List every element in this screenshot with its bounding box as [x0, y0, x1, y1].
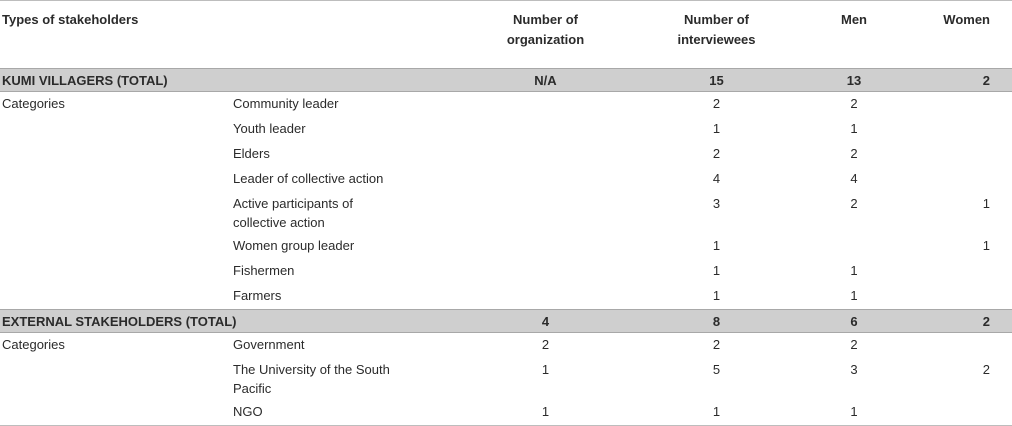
header-organizations-line1: Number of [513, 12, 578, 27]
row-organizations [452, 117, 639, 142]
row-men: 3 [850, 362, 858, 377]
category-empty [0, 358, 232, 400]
row-women [914, 400, 1012, 426]
row-women [914, 167, 1012, 192]
row-name-line2: collective action [233, 215, 325, 230]
header-interviewees-line1: Number of [684, 12, 749, 27]
table-row [0, 117, 1012, 142]
row-name: NGO [232, 400, 452, 426]
section-title: EXTERNAL STAKEHOLDERS (TOTAL) [0, 310, 452, 333]
row-name-line1: The University of the South [233, 362, 390, 377]
row-men: 2 [850, 146, 858, 161]
category-empty [0, 400, 232, 426]
section-row-kumi [0, 69, 1012, 92]
row-women [914, 259, 1012, 284]
section-men: 6 [794, 310, 914, 333]
category-empty [0, 284, 232, 310]
row-organizations [452, 259, 639, 284]
row-organizations [452, 192, 639, 234]
row-name: Government [233, 337, 305, 352]
header-women: Women [914, 1, 1012, 69]
row-women: 2 [982, 362, 990, 377]
row-men: 1 [794, 400, 914, 426]
row-organizations [452, 142, 639, 167]
row-organizations: 1 [541, 362, 550, 377]
row-name-line2: Pacific [233, 381, 272, 396]
row-men: 1 [850, 288, 858, 303]
row-interviewees: 1 [712, 238, 721, 253]
category-empty [0, 259, 232, 284]
row-men: 2 [850, 96, 858, 111]
row-men: 1 [850, 263, 858, 278]
row-name: Women group leader [233, 238, 355, 253]
category-label: Categories [2, 96, 65, 111]
row-name [232, 358, 452, 400]
row-men: 4 [850, 171, 858, 186]
row-name-line1: Active participants of [233, 196, 353, 211]
row-interviewees: 4 [712, 171, 721, 186]
header-organizations-line2: organization [506, 32, 585, 47]
header-row [0, 1, 1012, 69]
category-empty [0, 234, 232, 259]
section-interviewees: 8 [639, 310, 794, 333]
row-name: Farmers [233, 288, 282, 303]
table-row [0, 358, 1012, 400]
section-women: 2 [914, 69, 1012, 92]
row-men: 2 [850, 196, 858, 211]
header-men: Men [794, 1, 914, 69]
table-row [0, 142, 1012, 167]
row-interviewees: 5 [712, 362, 721, 377]
row-name: Fishermen [233, 263, 295, 278]
row-interviewees: 3 [712, 196, 721, 211]
row-women [914, 142, 1012, 167]
header-interviewees-line2: interviewees [677, 32, 756, 47]
row-name: Youth leader [233, 121, 306, 136]
row-organizations [452, 284, 639, 310]
section-title: KUMI VILLAGERS (TOTAL) [0, 69, 452, 92]
row-organizations [452, 234, 639, 259]
table-row [0, 192, 1012, 234]
section-men: 13 [794, 69, 914, 92]
header-interviewees [639, 1, 794, 69]
table-row [0, 92, 1012, 118]
row-organizations: 1 [452, 400, 639, 426]
category-label: Categories [2, 337, 65, 352]
category-empty [0, 167, 232, 192]
table-row [0, 234, 1012, 259]
table-row [0, 259, 1012, 284]
table-row [0, 167, 1012, 192]
row-name: Elders [233, 146, 270, 161]
category-empty [0, 142, 232, 167]
section-women: 2 [914, 310, 1012, 333]
table-row [0, 284, 1012, 310]
category-empty [0, 117, 232, 142]
row-women [914, 333, 1012, 359]
table-row [0, 400, 1012, 426]
row-interviewees: 1 [712, 121, 721, 136]
category-empty [0, 192, 232, 234]
row-interviewees: 2 [712, 96, 721, 111]
row-organizations [452, 167, 639, 192]
header-organizations [452, 1, 639, 69]
row-women [914, 117, 1012, 142]
row-name: Community leader [233, 96, 339, 111]
row-interviewees: 1 [712, 288, 721, 303]
row-women: 1 [982, 196, 990, 211]
row-interviewees: 1 [639, 400, 794, 426]
row-organizations [452, 92, 639, 118]
row-men [794, 234, 914, 259]
row-interviewees: 1 [712, 263, 721, 278]
row-women: 1 [982, 238, 990, 253]
row-women [914, 92, 1012, 118]
header-types: Types of stakeholders [0, 1, 232, 69]
row-men: 2 [850, 337, 858, 352]
header-subtype [232, 1, 452, 69]
section-interviewees: 15 [639, 69, 794, 92]
row-name [232, 192, 452, 234]
section-organizations: 4 [452, 310, 639, 333]
section-row-external [0, 310, 1012, 333]
row-women [914, 284, 1012, 310]
row-interviewees: 2 [712, 146, 721, 161]
row-men: 1 [850, 121, 858, 136]
row-interviewees: 2 [712, 337, 721, 352]
row-organizations: 2 [541, 337, 550, 352]
section-organizations: N/A [452, 69, 639, 92]
table-row [0, 333, 1012, 359]
row-name: Leader of collective action [233, 171, 384, 186]
